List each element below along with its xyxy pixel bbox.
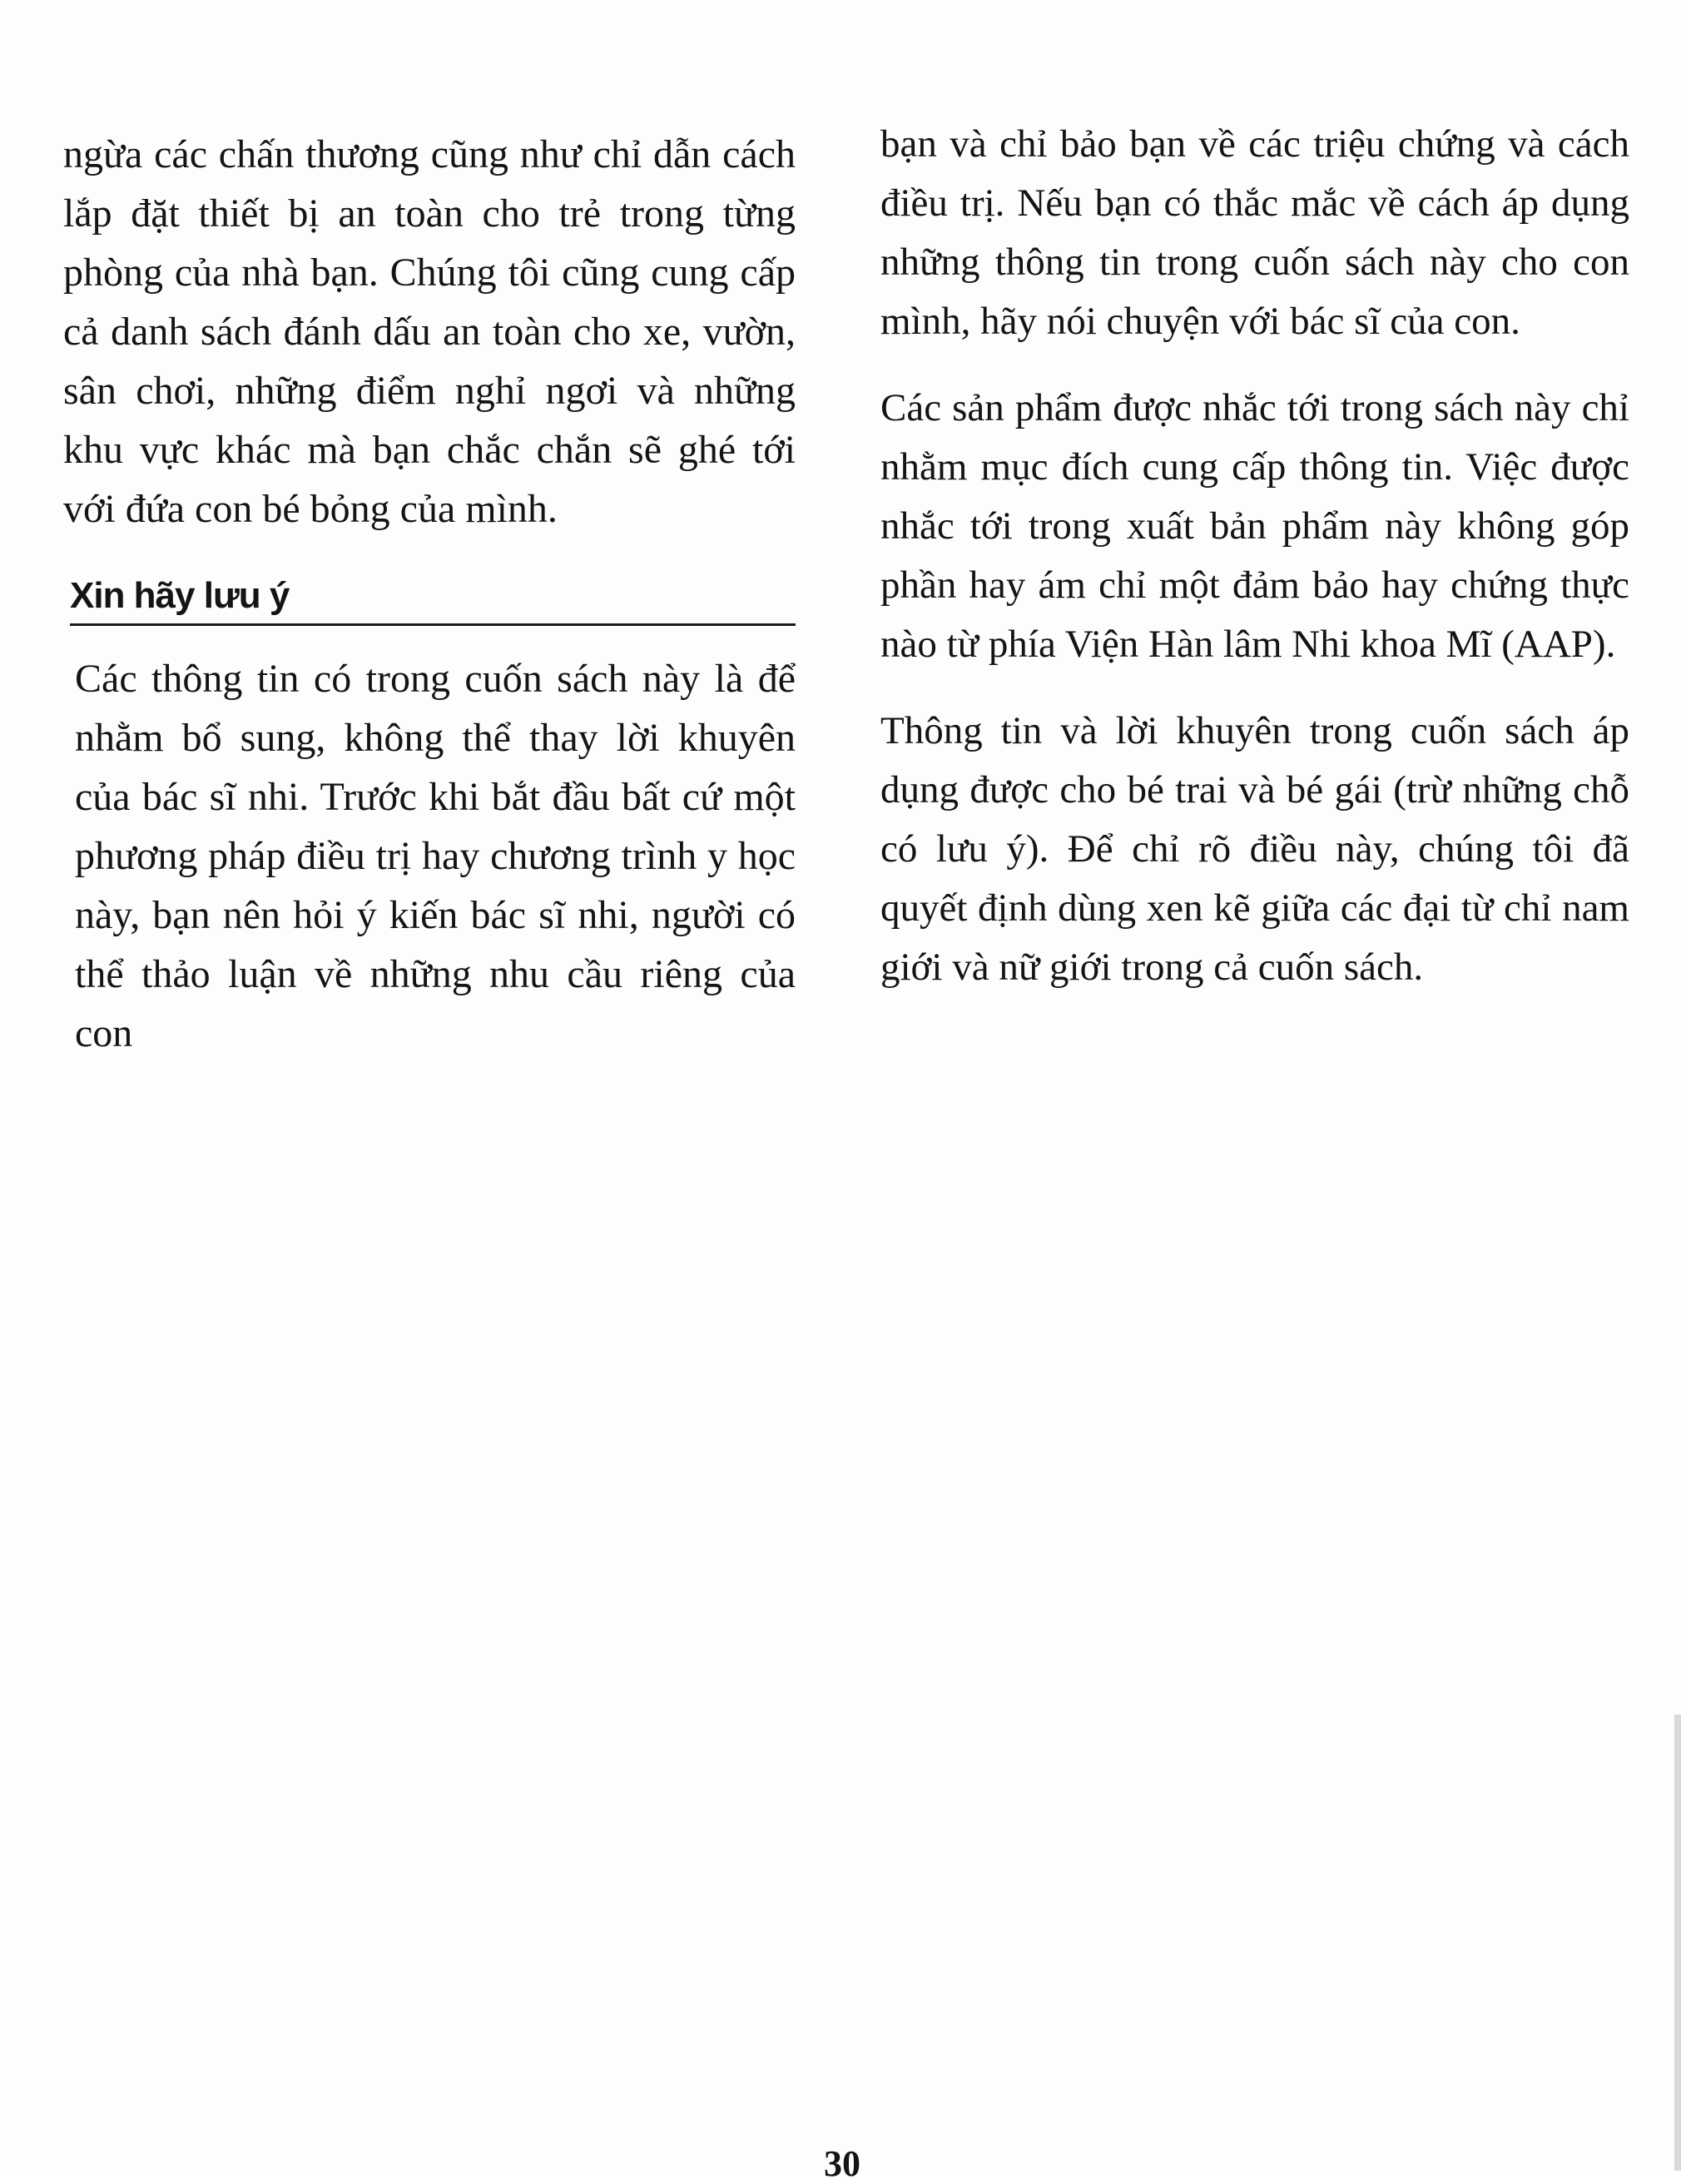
intro-paragraph: ngừa các chấn thương cũng như chỉ dẫn cách lắp đặt thiết bị an toàn cho trẻ trong từng phòng của nhà bạn. Chúng tôi cũng cung cấp cả danh sách đánh dấu an toàn cho xe, vườn, sân chơi, những điểm nghỉ ngơi và những khu vực khác mà bạn chắc chắn sẽ ghé tới với đứa con bé bỏng của mình. [63, 132, 796, 531]
scan-edge-shadow [1674, 1715, 1681, 2171]
paragraph-treatment-advice: bạn và chỉ bảo bạn về các triệu chứng và cách điều trị. Nếu bạn có thắc mắc về cách áp dụng những thông tin trong cuốn sách này cho con mình, hãy nói chuyện với bác sĩ của con. [880, 122, 1629, 343]
section-heading-block [63, 570, 796, 626]
right-column [880, 115, 1629, 1025]
note-paragraph: Các thông tin có trong cuốn sách này là để nhằm bổ sung, không thể thay lời khuyên của bác sĩ nhi. Trước khi bắt đầu bất cứ một phương pháp điều trị hay chương trình y học này, bạn nên hỏi ý kiến bác sĩ nhi, người có thể thảo luận về những nhu cầu riêng của con [75, 657, 796, 1055]
section-heading: Xin hãy lưu ý [70, 575, 290, 616]
paragraph-gender-pronouns: Thông tin và lời khuyên trong cuốn sách áp dụng được cho bé trai và bé gái (trừ những chỗ có lưu ý). Để chỉ rõ điều này, chúng tôi đã quyết định dùng xen kẽ giữa các đại từ chỉ nam giới và nữ giới trong cả cuốn sách. [880, 709, 1629, 989]
heading-underline-divider [70, 623, 796, 626]
section-body [63, 649, 796, 1063]
page-number: 30 [824, 2143, 860, 2184]
paragraph-products-disclaimer: Các sản phẩm được nhắc tới trong sách này chỉ nhằm mục đích cung cấp thông tin. Việc được nhắc tới trong xuất bản phẩm này không góp phần hay ám chỉ một đảm bảo hay chứng thực nào từ phía Viện Hàn lâm Nhi khoa Mĩ (AAP). [880, 386, 1629, 666]
left-column [63, 125, 796, 1063]
